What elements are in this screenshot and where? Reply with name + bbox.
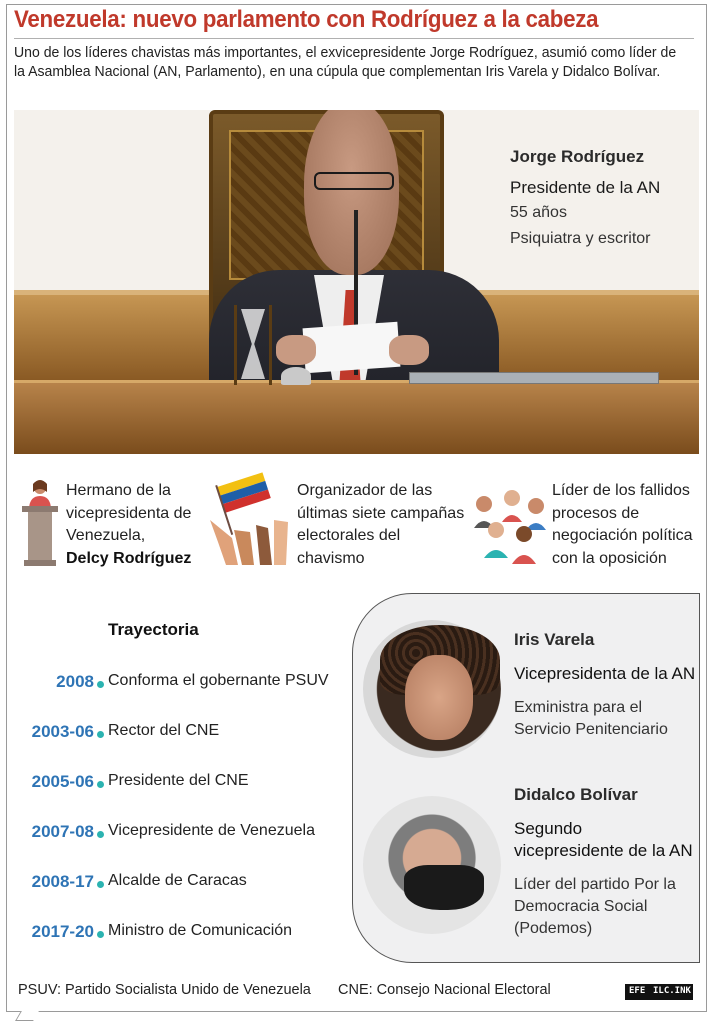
face-mask-icon [404,865,484,910]
subtitle: Uno de los líderes chavistas más importantes, el exvicepresidente Jorge Rodríguez, asumió como líder de la Asamblea Nacional (AN, Parlamento), en una cúpula que complementan Iris Varela y Didalco Bolívar. [14,45,677,80]
fact-sibling-bold: Delcy Rodríguez [66,549,192,567]
trajectory-text: Alcalde de Caracas [108,872,247,889]
trajectory-text: Conforma el gobernante PSUV [108,672,329,689]
trajectory-year: 2008-17 [31,872,94,891]
trajectory-text: Rector del CNE [108,722,220,739]
vice2-role-line2: vicepresidente de la AN [514,841,693,860]
leader-role: Presidente de la AN [510,178,661,197]
vice2-role-line1: Segundo [514,819,583,838]
trajectory-item [14,772,354,796]
bullet-dot-icon [97,731,104,738]
trajectory-year: 2003-06 [31,722,94,741]
bullet-dot-icon [97,931,104,938]
trajectory-item [14,722,354,746]
logo-left-text: EFE [629,986,646,996]
group-people-icon [470,484,550,566]
leader-age: 55 años [510,204,567,221]
bell-icon [281,367,311,385]
trajectory-text: Vicepresidente de Venezuela [108,822,315,839]
vice1-name: Iris Varela [514,630,595,649]
trajectory-text: Presidente del CNE [108,772,249,789]
fact-negotiation: Líder de los fallidos procesos de negociación política con la oposición [552,482,693,567]
fact-sibling [66,480,201,570]
podium-speaker-icon [20,478,60,568]
trajectory-item [14,922,354,946]
fact-campaigns: Organizador de las últimas siete campañas electorales del chavismo [297,482,465,567]
trajectory-year: 2008 [56,672,94,691]
vice2-desc-line1: Líder del partido Por la [514,876,676,893]
trajectory-title: Trayectoria [108,620,199,639]
vice2-name: Didalco Bolívar [514,785,638,804]
leader-name: Jorge Rodríguez [510,147,645,166]
trajectory-item [14,872,354,896]
bullet-dot-icon [97,831,104,838]
fact-sibling-text: Hermano de la vicepresidenta de Venezuela, [66,482,192,544]
page-title: Venezuela: nuevo parlamento con Rodríguez a la cabeza [14,6,599,33]
vice1-desc-line2: Servicio Penitenciario [514,721,668,738]
title-divider [14,38,694,39]
bullet-dot-icon [97,681,104,688]
bullet-dot-icon [97,781,104,788]
leader-profession: Psiquiatra y escritor [510,230,651,247]
trajectory-year: 2007-08 [31,822,94,841]
leader-profile [510,146,700,251]
footer-cne: CNE: Consejo Nacional Electoral [338,982,551,998]
vice2-desc-line2: Democracia Social [514,898,648,915]
footer-psuv: PSUV: Partido Socialista Unido de Venezuela [18,982,311,998]
trajectory-item [14,822,354,846]
vice1-role: Vicepresidenta de la AN [514,664,696,683]
efe-logo [625,984,693,1000]
trajectory-year: 2017-20 [31,922,94,941]
bullet-dot-icon [97,881,104,888]
trajectory-text: Ministro de Comunicación [108,922,293,939]
vice2-desc-line3: (Podemos) [514,920,593,937]
trajectory-item [14,672,354,696]
hourglass-icon [234,305,272,385]
frame-notch [15,1011,39,1021]
logo-right-text: ILC.INK [653,986,691,996]
raised-hands-flag-icon [202,470,294,568]
trajectory-year: 2005-06 [31,772,94,791]
vice1-desc-line1: Exministra para el [514,699,643,716]
